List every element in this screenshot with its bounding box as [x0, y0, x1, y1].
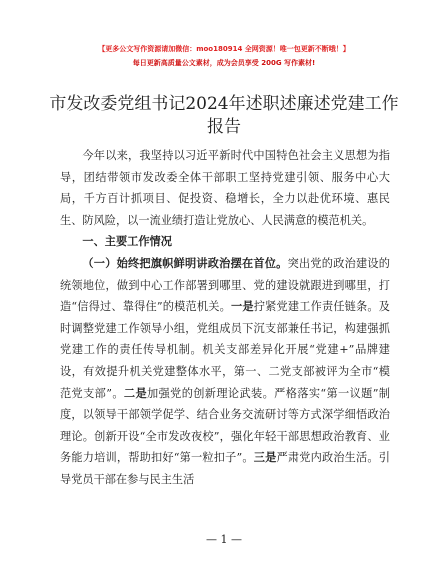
- document-title: [40, 93, 408, 139]
- sub-section-paragraph-1: [60, 253, 390, 491]
- point-text-3: 严肃党内政治生活。引导党员干部在参与民主生活: [60, 451, 390, 486]
- title-line-2: 报告: [207, 117, 241, 137]
- page-number: — 1 —: [206, 533, 242, 546]
- section-heading-1: 一、主要工作情况: [82, 235, 172, 249]
- promo-banner-line-2: 每日更新高质量公文素材，成为会员享受 200G 写作素材!: [132, 59, 316, 67]
- sub-section-text-1: 突出党的政治建设的统领地位，做到中心工作部署到哪里、党的建设就跟进到哪里，打造“信得过、靠得住”的模范机关。: [60, 256, 390, 314]
- point-label-1: 一是: [230, 299, 254, 314]
- intro-paragraph: 今年以来，我坚持以习近平新时代中国特色社会主义思想为指导，团结带领市发改委全体干部职工坚持党建引领、服务中心大局，千方百计抓项目、促投资、稳增长，全力以赴优环境、惠民生、防风险，以一流业绩打造让党放心、人民满意的模范机关。: [60, 149, 390, 227]
- point-text-1: 拧紧党建工作责任链条。及时调整党建工作领导小组，党组成员下沉支部兼任书记，构建强抓党建工作的责任传导机制。机关支部差异化开展“党建+”品牌建设，有效提升机关党建整体水平，第一、二党支部被评为全市“模范党支部”。: [60, 300, 390, 400]
- point-text-2: 加强党的创新理论武装。严格落实“第一议题”制度，以领导干部领学促学、结合业务交流研讨等方式深学细悟政治理论。创新开设“全市发改夜校”，强化年轻干部思想政治教育、业务能力培训，帮助扣好“第一粒扣子”。: [60, 386, 390, 465]
- point-label-2: 二是: [123, 385, 148, 400]
- document-body: [60, 145, 390, 491]
- promo-banner-line-1: 【更多公文写作资源请加微信：moo180914 全网资源！唯一包更新不断哦！】: [98, 45, 350, 53]
- title-line-1: 市发改委党组书记2024年述职述廉述党建工作: [49, 94, 399, 114]
- sub-section-title-1: （一）始终把旗帜鲜明讲政治摆在首位。: [82, 255, 288, 270]
- point-label-3: 三是: [253, 450, 277, 465]
